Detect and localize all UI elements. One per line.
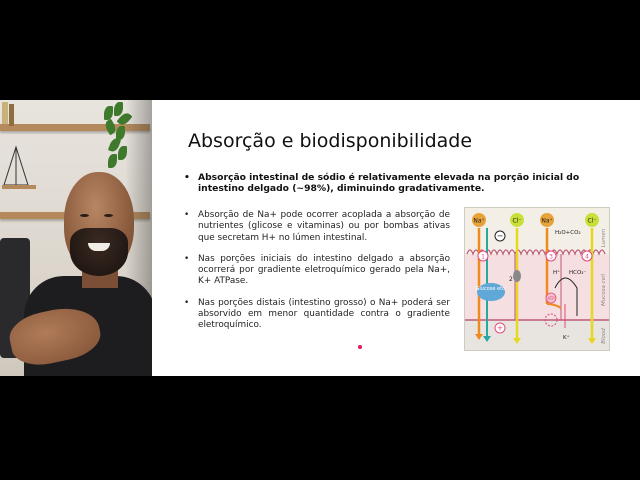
h-plus-label: H⁺ bbox=[553, 270, 561, 276]
eye bbox=[104, 214, 113, 217]
bullet-list bbox=[184, 210, 450, 342]
bullet-marker: • bbox=[184, 297, 190, 308]
step-label: 3 bbox=[549, 253, 553, 261]
step-label: 4 bbox=[585, 253, 589, 261]
step-label: 1 bbox=[481, 253, 485, 261]
bullet-marker: • bbox=[184, 253, 190, 264]
presenter-webcam bbox=[0, 100, 152, 376]
ion-label: Na⁺ bbox=[473, 217, 485, 225]
slide-title: Absorção e biodisponibilidade bbox=[188, 130, 473, 152]
lumen-label: Lumen bbox=[601, 228, 607, 248]
mucosa-label: Mucosa cell bbox=[601, 273, 607, 307]
list-item bbox=[184, 298, 450, 332]
atp-label: ATP bbox=[547, 296, 555, 301]
bullet-marker: • bbox=[184, 172, 190, 183]
ion-label: Cl⁻ bbox=[512, 217, 522, 225]
blood-label: Blood bbox=[601, 328, 607, 344]
minus-label: − bbox=[496, 231, 504, 241]
step-label: 2 bbox=[509, 276, 513, 283]
list-item-text: Nas porções distais (intestino grosso) o Na+ poderá ser absorvido em menor quantidade contra o gradiente eletroquímico. bbox=[198, 297, 450, 331]
plus-label: + bbox=[496, 323, 504, 333]
bullet-marker: • bbox=[184, 210, 190, 220]
list-item bbox=[184, 210, 450, 244]
list-item bbox=[184, 254, 450, 288]
eye bbox=[80, 214, 89, 217]
channel-icon bbox=[513, 270, 521, 282]
presenter-beard bbox=[70, 228, 128, 276]
list-item-text: Nas porções iniciais do intestino delgado a absorção ocorrerá por gradiente eletroquímico gerado pela Na+, K+ ATPase. bbox=[198, 253, 450, 287]
ion-label: Cl⁻ bbox=[587, 217, 597, 225]
ion-transport-diagram bbox=[464, 207, 610, 351]
book bbox=[2, 102, 8, 124]
laser-pointer bbox=[358, 345, 362, 349]
wireframe-lamp bbox=[2, 145, 42, 205]
book bbox=[9, 104, 14, 126]
k-plus-label: K⁺ bbox=[563, 335, 570, 341]
presentation-slide bbox=[152, 100, 640, 376]
list-item-text: Absorção de Na+ pode ocorrer acoplada a absorção de nutrientes (glicose e vitaminas) ou por bombas ativas que secretam H+ no lúmen intestinal. bbox=[198, 210, 450, 243]
hco3-label: HCO₃⁻ bbox=[569, 270, 587, 276]
intro-bullet bbox=[184, 172, 602, 194]
h2o-co2-label: H₂O+CO₂ bbox=[555, 230, 581, 236]
ion-label: Na⁺ bbox=[541, 217, 553, 225]
video-frame bbox=[0, 100, 640, 376]
intro-text: Absorção intestinal de sódio é relativamente elevada na porção inicial do intestino delgado (~98%), diminuindo gradativamente. bbox=[198, 172, 580, 194]
glucose-label: Glucose etc. bbox=[475, 286, 507, 292]
